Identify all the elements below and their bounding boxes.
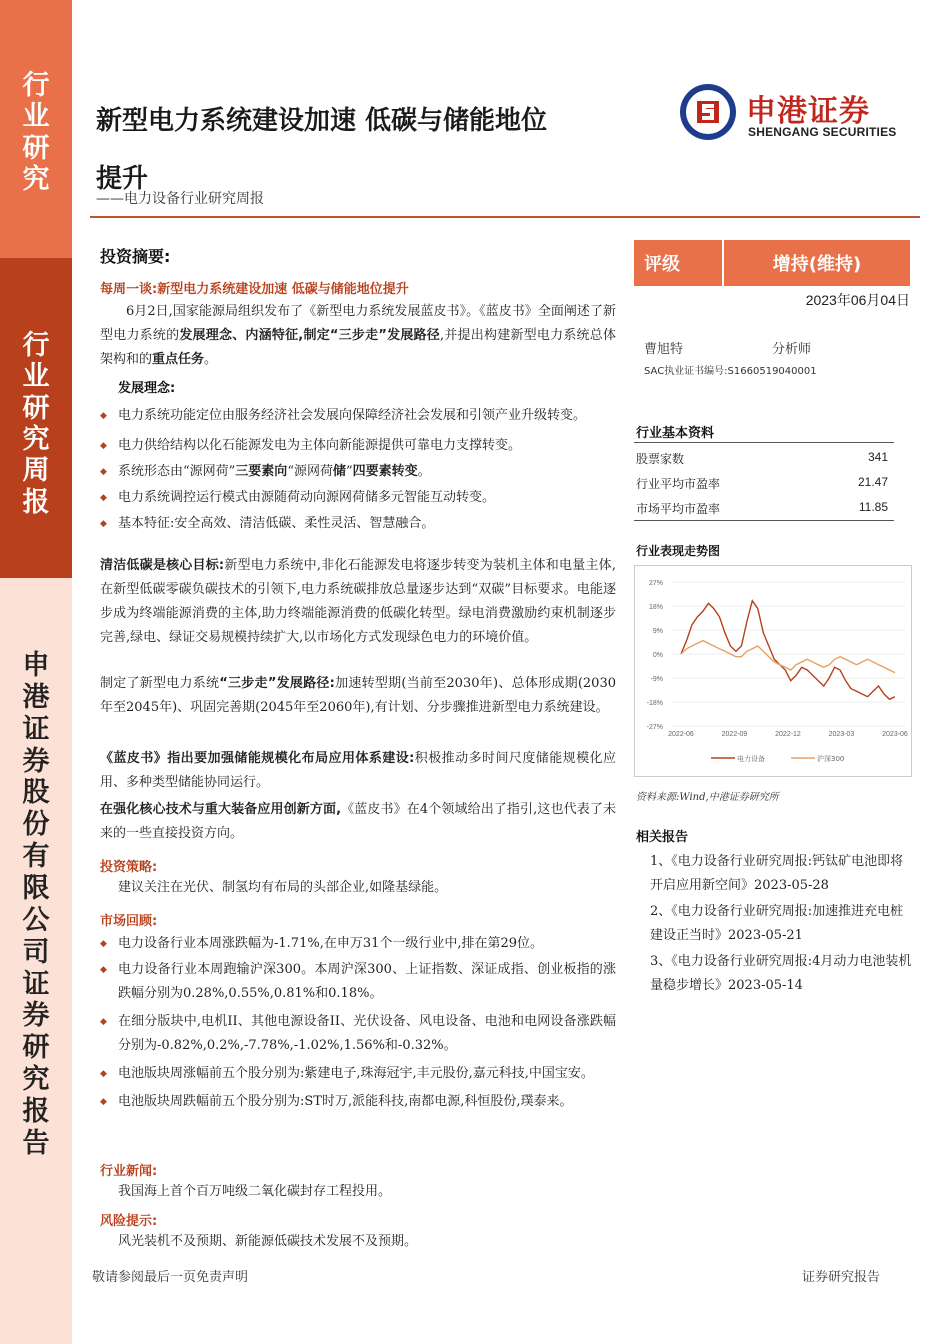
sidebar-char: 报 <box>22 486 50 518</box>
sac-number: SAC执业证书编号:S1660519040001 <box>644 366 817 377</box>
x-tick-label: 2022-06 <box>668 731 694 738</box>
company-logo <box>678 80 918 150</box>
sidebar-char: 业 <box>22 101 50 133</box>
concept-heading: 发展理念: <box>118 381 176 396</box>
legend-label: 电力设备 <box>737 755 765 763</box>
x-tick-label: 2022-12 <box>775 731 801 738</box>
table-rule <box>634 520 894 521</box>
row-key: 行业平均市盈率 <box>636 477 721 491</box>
sidebar-char: 告 <box>22 1127 50 1159</box>
y-tick-label: -9% <box>650 676 663 683</box>
tech-paragraph <box>100 798 616 846</box>
row-value: 21.47 <box>857 475 888 489</box>
tech-head: 在强化核心技术与重大装备应用创新方面, <box>100 802 342 817</box>
path-paragraph <box>100 672 616 720</box>
p1-bold-d: 重点任务 <box>152 352 205 367</box>
sidebar-char: 券 <box>22 1000 50 1032</box>
sidebar-char: 证 <box>22 713 50 745</box>
sidebar-char: 有 <box>22 841 50 873</box>
report-date: 2023年06月04日 <box>805 292 910 308</box>
y-tick-label: 0% <box>652 652 663 659</box>
p1-text-c: ,并提出构建新型电力系统总体架构和的 <box>100 328 616 367</box>
row-key: 股票家数 <box>636 452 685 466</box>
table-row <box>634 500 894 520</box>
basic-info-table <box>634 420 894 520</box>
list-item: ◆ 电池版块周涨幅前五个股分别为:紫建电子,珠海冠宇,丰元股份,嘉元科技,中国宝安。 <box>100 1062 616 1086</box>
storage-paragraph <box>100 747 616 795</box>
x-tick-label: 2022-09 <box>721 731 748 738</box>
row-value: 11.85 <box>858 500 888 514</box>
title-line-2: 提升 <box>96 164 149 194</box>
sidebar-char: 究 <box>22 163 50 195</box>
sidebar-industry-weekly <box>0 258 72 578</box>
list-item: ◆ 在细分版块中,电机II、其他电源设备II、光伏设备、风电设备、电池和电网设备涨跌幅分别为-0.82%,0.2%,-7.78%,-1.02%,1.56%和-0.32%。 <box>100 1010 616 1058</box>
table-rule <box>634 442 894 443</box>
sidebar-char: 研 <box>22 1032 50 1064</box>
sidebar-char: 周 <box>22 455 50 487</box>
sidebar-char: 报 <box>22 1096 50 1128</box>
series-line-power-equipment <box>681 601 895 700</box>
footer-label: 证券研究报告 <box>802 1270 881 1285</box>
sidebar-char: 公 <box>22 904 50 936</box>
sidebar-char: 究 <box>22 1064 50 1096</box>
path-c: 加速转型期(当前至2030年)、总体形成期(2030年至2045年)、巩固完善期(2045年至2060年),有计划、分步骤推进新型电力系统建设。 <box>100 676 616 715</box>
list-item: ◆ 电池版块周跌幅前五个股分别为:ST时万,派能科技,南都电源,科恒股份,璞泰来。 <box>100 1090 616 1114</box>
p1-bold-b: 发展理念、内涵特征,制定“三步走”发展路径 <box>179 328 440 343</box>
news-heading: 行业新闻: <box>100 1164 158 1179</box>
clean-head: 清洁低碳是核心目标: <box>100 558 225 573</box>
list-item: ◆ 系统形态由“源网荷”三要素向“源网荷储”四要素转变。 <box>100 460 616 484</box>
p1-text-e: 。 <box>204 352 218 367</box>
summary-paragraph-1 <box>100 300 616 372</box>
sidebar-char: 股 <box>22 777 50 809</box>
legend-label: 沪深300 <box>817 755 845 763</box>
related-list <box>650 850 912 998</box>
table-row <box>634 475 894 495</box>
strategy-heading: 投资策略: <box>100 860 158 875</box>
footer-disclaimer: 敬请参阅最后一页免责声明 <box>92 1270 249 1285</box>
clean-paragraph <box>100 554 616 650</box>
logo-name-en: SHENGANG SECURITIES <box>748 125 897 139</box>
weekly-heading: 每周一谈:新型电力系统建设加速 低碳与储能地位提升 <box>100 282 409 297</box>
row-value: 341 <box>867 450 888 464</box>
header-divider <box>90 216 920 218</box>
trend-chart-svg <box>635 566 911 776</box>
news-text: 我国海上首个百万吨级二氧化碳封存工程投用。 <box>118 1184 392 1199</box>
analyst-name: 曹旭特 <box>644 342 684 357</box>
y-tick-label: 18% <box>648 604 663 611</box>
sidebar-char: 究 <box>22 423 50 455</box>
sidebar-company-name <box>0 578 72 1344</box>
chart-source: 资料来源:Wind,中港证券研究所 <box>636 792 779 803</box>
sidebar-char: 港 <box>22 681 50 713</box>
risk-text: 风光装机不及预期、新能源低碳技术发展不及预期。 <box>118 1234 418 1249</box>
tech-text: 《蓝皮书》在4个领域给出了指引,这也代表了未来的一些直接投资方向。 <box>100 802 616 841</box>
list-item: ◆ 基本特征:安全高效、清洁低碳、柔性灵活、智慧融合。 <box>100 512 616 536</box>
x-tick-label: 2023-06 <box>882 731 908 738</box>
trend-chart <box>634 565 912 777</box>
sidebar-char: 行 <box>22 70 50 101</box>
series-line-csi300 <box>681 641 895 673</box>
sidebar-char: 份 <box>22 809 50 841</box>
strategy-text: 建议关注在光伏、制氢均有布局的头部企业,如隆基绿能。 <box>118 880 448 895</box>
title-line-1: 新型电力系统建设加速 低碳与储能地位 <box>96 106 548 136</box>
p1-text-a: 6月2日,国家能源局组织发布了《新型电力系统发展蓝皮书》。《蓝皮书》全面阐述了新型电力系统的 <box>100 304 616 343</box>
sidebar-char: 证 <box>22 968 50 1000</box>
concept-list <box>100 404 616 536</box>
list-item: ◆ 电力设备行业本周涨跌幅为-1.71%,在申万31个一级行业中,排在第29位。 <box>100 932 616 956</box>
sidebar-char: 业 <box>22 361 50 393</box>
rating-label: 评级 <box>644 254 680 275</box>
path-a: 制定了新型电力系统 <box>100 676 220 691</box>
list-item: ◆ 电力系统调控运行模式由源随荷动向源网荷储多元智能互动转变。 <box>100 486 616 510</box>
clean-text: 新型电力系统中,非化石能源发电将逐步转变为装机主体和电量主体,在新型低碳零碳负碳技术的引领下,电力系统碳排放总量逐步达到“双碳”目标要求。电能逐步成为终端能源消费的主体,助力终端能源消费的低碳化转型。绿电消费激励约束机制逐步完善,绿电、绿证交易规模持续扩大,以市场化方式发现绿色电力的环境价值。 <box>100 558 617 645</box>
list-item: ◆ 电力系统功能定位由服务经济社会发展向保障经济社会发展和引领产业升级转变。 <box>100 404 616 428</box>
analyst-role: 分析师 <box>772 342 812 357</box>
list-item: ◆ 电力供给结构以化石能源发电为主体向新能源提供可靠电力支撑转变。 <box>100 434 616 458</box>
x-tick-label: 2023-03 <box>828 731 855 738</box>
basic-info-heading: 行业基本资料 <box>636 426 715 441</box>
rating-bar <box>634 240 910 286</box>
sidebar-char: 申 <box>22 650 50 681</box>
list-item: ◆ 电力设备行业本周跑输沪深300。本周沪深300、上证指数、深证成指、创业板指的涨跌幅分别为0.28%,0.55%,0.81%和0.18%。 <box>100 958 616 1006</box>
list-item: 2、《电力设备行业研究周报:加速推进充电桩建设正当时》2023-05-21 <box>650 904 904 943</box>
storage-text: 积极推动多时间尺度储能规模化应用、多种类型储能协同运行。 <box>100 751 616 790</box>
sidebar-char: 限 <box>22 873 50 905</box>
y-tick-label: 9% <box>652 628 663 635</box>
list-item: 3、《电力设备行业研究周报:4月动力电池装机量稳步增长》2023-05-14 <box>650 954 912 993</box>
rating-divider <box>722 240 724 286</box>
summary-heading: 投资摘要: <box>100 247 171 266</box>
rating-value: 增持(维持) <box>772 254 862 275</box>
sidebar-char: 行 <box>22 330 50 361</box>
y-tick-label: -27% <box>646 724 663 731</box>
sidebar-char: 研 <box>22 132 50 164</box>
table-row <box>634 450 894 470</box>
logo-name-cn: 申港证券 <box>746 94 870 129</box>
list-item: 1、《电力设备行业研究周报:钙钛矿电池即将开启应用新空间》2023-05-28 <box>650 854 904 893</box>
market-list <box>100 932 616 1114</box>
market-heading: 市场回顾: <box>100 914 158 929</box>
sidebar-industry-research <box>0 0 72 258</box>
sidebar-char: 券 <box>22 745 50 777</box>
storage-head: 《蓝皮书》指出要加强储能规模化布局应用体系建设: <box>100 751 415 766</box>
path-b: “三步走”发展路径: <box>219 676 335 691</box>
risk-heading: 风险提示: <box>100 1214 158 1229</box>
report-subtitle: ——电力设备行业研究周报 <box>96 191 264 207</box>
y-tick-label: 27% <box>648 580 663 587</box>
sidebar-char: 司 <box>22 936 50 968</box>
sidebar-char: 研 <box>22 392 50 424</box>
logo-emblem-icon <box>678 82 738 142</box>
trend-heading: 行业表现走势图 <box>636 544 721 558</box>
y-tick-label: -18% <box>646 700 663 707</box>
related-heading: 相关报告 <box>636 830 689 845</box>
row-key: 市场平均市盈率 <box>636 502 721 516</box>
